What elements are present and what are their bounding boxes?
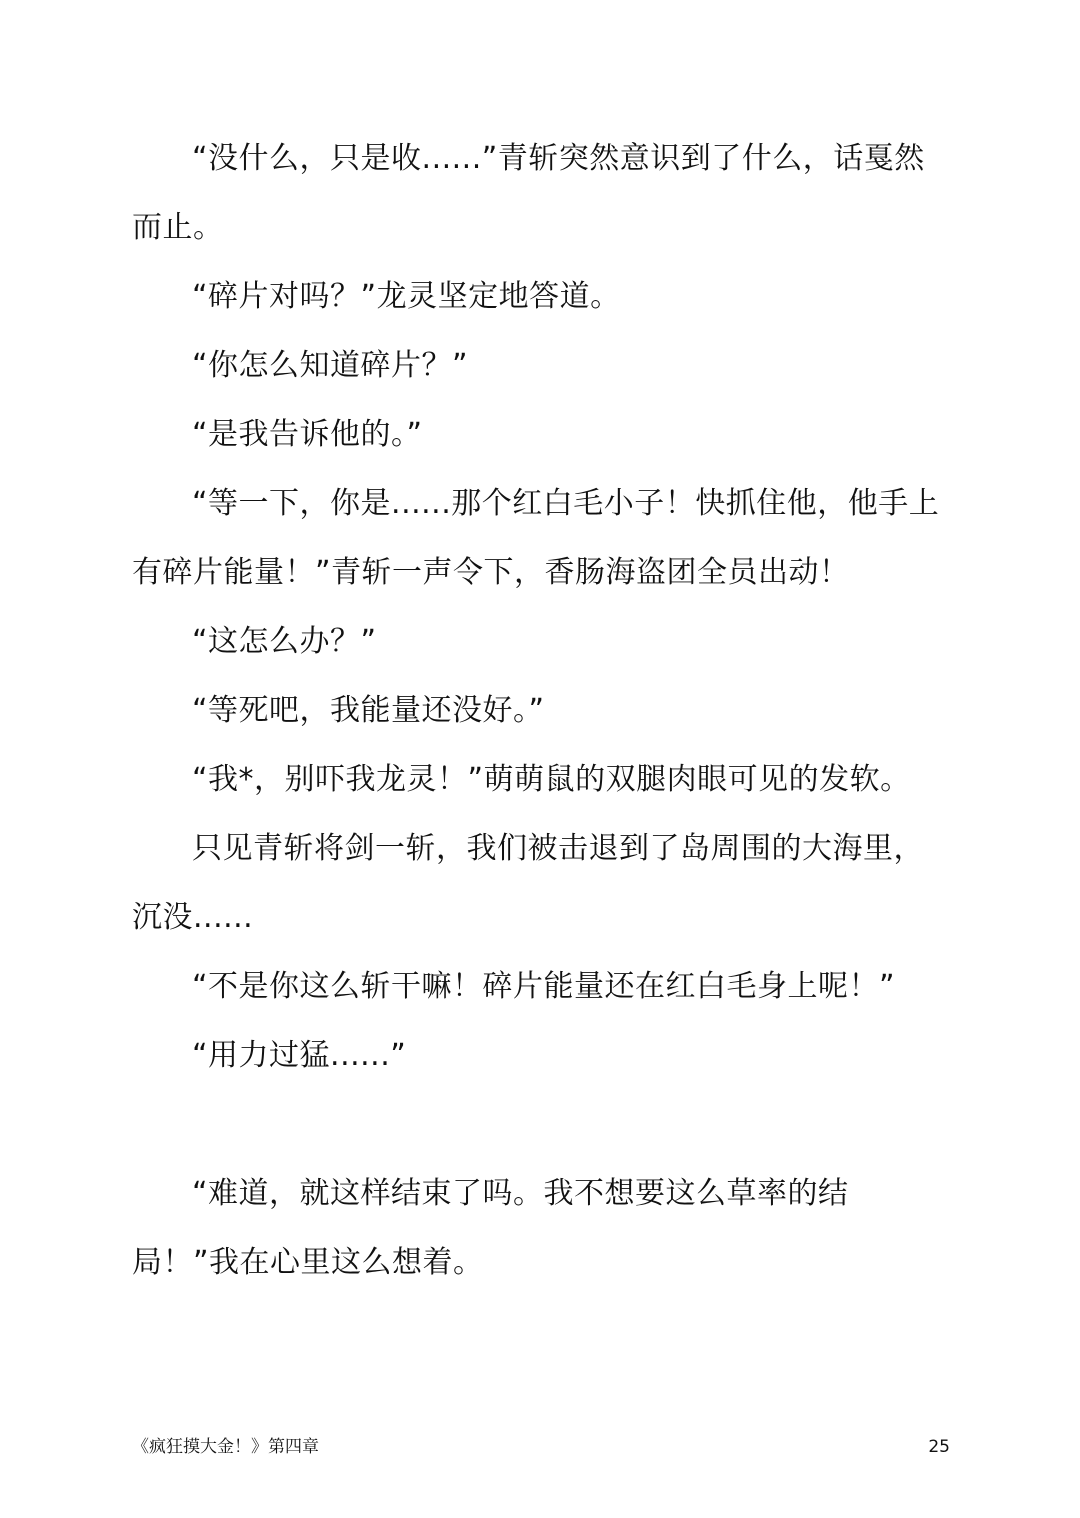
- footer-page-number: 25: [928, 1437, 950, 1457]
- paragraph: “用力过猛......”: [192, 1038, 407, 1073]
- paragraph: 只见青斩将剑一斩，我们被击退到了岛周围的大海里，沉没......: [132, 831, 924, 935]
- paragraph: “没什么，只是收......”青斩突然意识到了什么，话戛然而止。: [132, 141, 925, 245]
- paragraph: “我*，别吓我龙灵！”萌萌鼠的双腿肉眼可见的发软。: [192, 762, 911, 797]
- chapter-body: [132, 124, 952, 1297]
- paragraph: “碎片对吗？”龙灵坚定地答道。: [192, 279, 621, 314]
- paragraph: “等一下，你是......那个红白毛小子！快抓住他，他手上有碎片能量！”青斩一声令下，香肠海盗团全员出动！: [132, 486, 940, 590]
- paragraph: “你怎么知道碎片？”: [192, 348, 469, 383]
- footer-book-title: 《疯狂摸大金！》第四章: [132, 1437, 319, 1457]
- paragraph: “难道，就这样结束了吗。我不想要这么草率的结局！”我在心里这么想着。: [132, 1176, 849, 1280]
- paragraph: “这怎么办？”: [192, 624, 377, 659]
- paragraph: “是我告诉他的。”: [192, 417, 423, 452]
- paragraph: “等死吧，我能量还没好。”: [192, 693, 545, 728]
- paragraph: “不是你这么斩干嘛！碎片能量还在红白毛身上呢！”: [192, 969, 896, 1004]
- section-break: [132, 1090, 952, 1159]
